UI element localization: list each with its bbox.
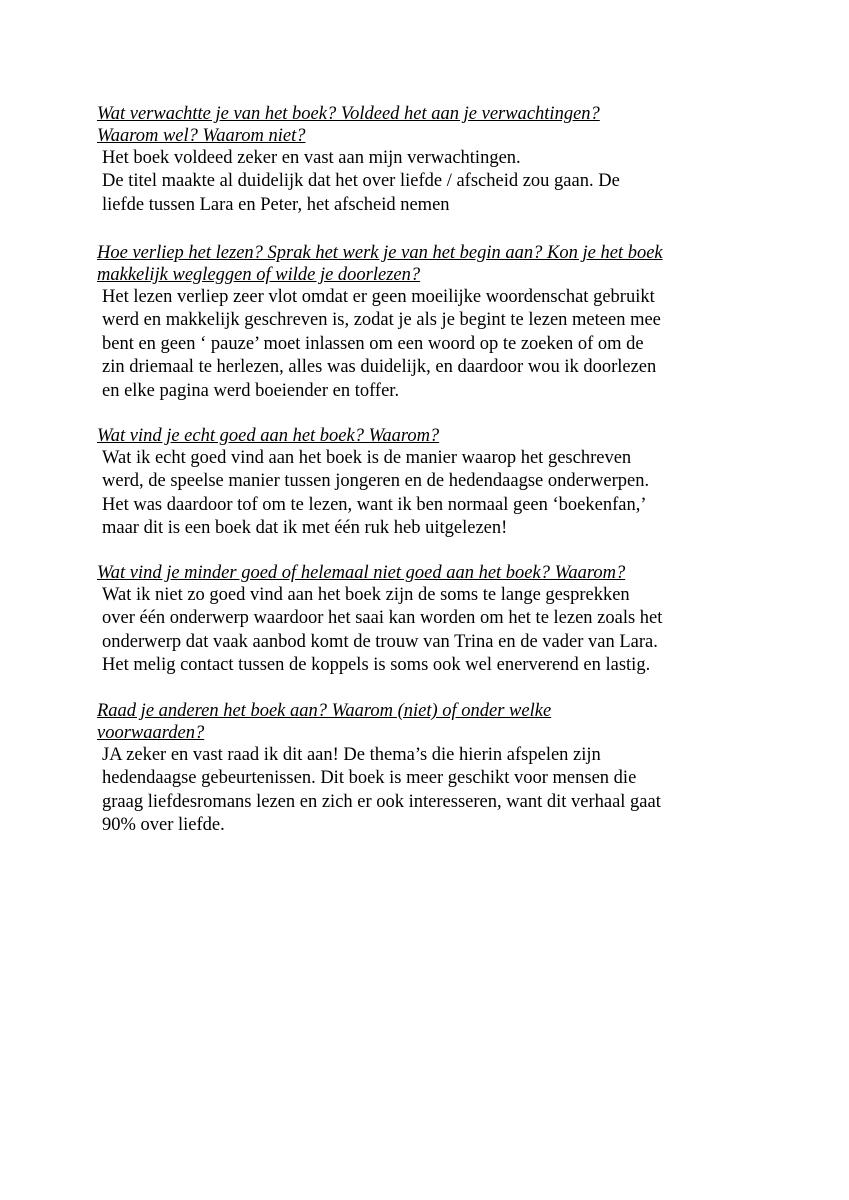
answer-line: Het was daardoor tof om te lezen, want ik ben normaal geen ‘boekenfan,’ <box>102 494 647 515</box>
question-line: makkelijk wegleggen of wilde je doorlezen? <box>97 265 421 285</box>
section-reading-experience <box>97 242 737 403</box>
answer-line: liefde tussen Lara en Peter, het afscheid nemen <box>102 194 450 215</box>
question-heading <box>97 242 737 286</box>
section-positives <box>97 425 737 541</box>
answer-line: bent en geen ‘ pauze’ moet inlassen om een woord op te zoeken of om de <box>102 333 644 354</box>
answer-line: zin driemaal te herlezen, alles was duidelijk, en daardoor wou ik doorlezen <box>102 357 657 378</box>
answer-line: Het melig contact tussen de koppels is soms ook wel enerverend en lastig. <box>102 655 651 676</box>
section-negatives <box>97 562 737 678</box>
answer-line: Wat ik echt goed vind aan het boek is de manier waarop het geschreven <box>102 448 632 468</box>
section-expectations <box>97 103 737 217</box>
answer-text <box>97 447 737 541</box>
answer-text <box>97 744 737 838</box>
answer-line: JA zeker en vast raad ik dit aan! De thema’s die hierin afspelen zijn <box>102 745 601 765</box>
question-line: Wat vind je minder goed of helemaal niet goed aan het boek? Waarom? <box>97 563 626 583</box>
answer-text <box>97 147 737 217</box>
answer-text <box>97 286 737 403</box>
answer-line: Het boek voldeed zeker en vast aan mijn verwachtingen. <box>102 148 521 168</box>
section-recommendation <box>97 700 737 838</box>
answer-text <box>97 584 737 678</box>
answer-line: Het lezen verliep zeer vlot omdat er geen moeilijke woordenschat gebruikt <box>102 287 655 307</box>
answer-line: werd, de speelse manier tussen jongeren en de hedendaagse onderwerpen. <box>102 471 650 492</box>
answer-line: werd en makkelijk geschreven is, zodat je als je begint te lezen meteen mee <box>102 310 661 331</box>
question-heading <box>97 700 737 744</box>
question-line: Raad je anderen het boek aan? Waarom (niet) of onder welke <box>97 701 552 721</box>
answer-line: en elke pagina werd boeiender en toffer. <box>102 380 400 401</box>
question-line: Hoe verliep het lezen? Sprak het werk je van het begin aan? Kon je het boek <box>97 243 663 263</box>
question-heading <box>97 103 737 147</box>
answer-line: Wat ik niet zo goed vind aan het boek zijn de soms te lange gesprekken <box>102 585 630 605</box>
question-line: Wat vind je echt goed aan het boek? Waarom? <box>97 426 440 446</box>
answer-line: graag liefdesromans lezen en zich er ook interesseren, want dit verhaal gaat <box>102 791 661 812</box>
question-line: Wat verwachtte je van het boek? Voldeed het aan je verwachtingen? <box>97 104 600 124</box>
answer-line: 90% over liefde. <box>102 815 225 836</box>
answer-line: over één onderwerp waardoor het saai kan worden om het te lezen zoals het <box>102 608 663 629</box>
answer-line: De titel maakte al duidelijk dat het over liefde / afscheid zou gaan. De <box>102 171 620 192</box>
answer-line: maar dit is een boek dat ik met één ruk heb uitgelezen! <box>102 518 508 539</box>
answer-line: hedendaagse gebeurtenissen. Dit boek is meer geschikt voor mensen die <box>102 768 637 789</box>
answer-line: onderwerp dat vaak aanbod komt de trouw van Trina en de vader van Lara. <box>102 631 658 652</box>
question-line: Waarom wel? Waarom niet? <box>97 126 306 146</box>
question-heading <box>97 425 737 447</box>
question-heading <box>97 562 737 584</box>
question-line: voorwaarden? <box>97 723 205 743</box>
